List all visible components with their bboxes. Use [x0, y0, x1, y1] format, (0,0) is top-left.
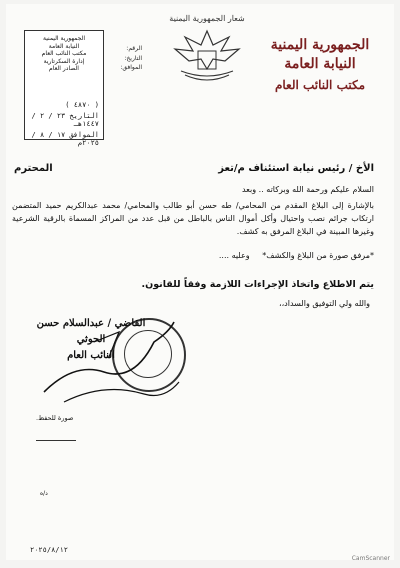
- addressee: الأخ / رئيس نيابة استئناف م/تعز: [218, 163, 374, 174]
- signatory-name: القاضي / عبدالسلام حسن الحوثي: [36, 318, 146, 345]
- small-mark: د/ه: [40, 490, 48, 497]
- national-emblem: [164, 14, 250, 87]
- copy-label: صورة للحفظ.: [36, 414, 74, 422]
- stamp-line-2: النيابة العامة: [48, 42, 80, 50]
- letterhead-line-1: الجمهورية اليمنية: [270, 37, 370, 53]
- addressee-line: [14, 162, 374, 177]
- letter-page: [6, 4, 394, 560]
- stamp-header: [25, 31, 103, 73]
- letterhead-line-3: مكتب النائب العام: [274, 77, 366, 92]
- emblem-title: شعار الجمهورية اليمنية: [169, 14, 245, 23]
- scanner-watermark: CamScanner: [351, 555, 390, 562]
- attachment-note: *مرفق صورة من البلاغ والكشف*: [262, 251, 374, 260]
- stamp-date-greg: الموافق ١٧ / ٨ / ٢٠٢٥م: [31, 131, 99, 147]
- stamp-date: التاريخ ٢٣ / ٢ / ١٤٤٧هـ: [31, 112, 99, 128]
- stamp-fields: [29, 101, 99, 150]
- closing-line: والله ولي التوفيق والسداد،،: [279, 299, 370, 308]
- and-so: وعليه ....: [218, 251, 250, 260]
- ref-date-label: التاريخ:: [124, 54, 142, 62]
- footer-date: ٢٠٢٥/٨/١٢: [30, 546, 68, 554]
- stamp-line-1: الجمهورية اليمنية: [42, 35, 85, 42]
- reference-labels: [106, 44, 142, 73]
- stamp-line-3: مكتب النائب العام: [41, 50, 87, 57]
- greeting: السلام عليكم ورحمة الله وبركاته .. وبعد: [241, 185, 374, 194]
- letterhead-line-2: النيابة العامة: [284, 56, 356, 73]
- signatory-title: النائب العام: [67, 350, 115, 361]
- eagle-emblem-icon: [167, 25, 247, 83]
- attachment-row: [12, 250, 374, 262]
- honorific: المحترم: [14, 163, 53, 174]
- request-line: يتم الاطلاع واتخاذ الإجراءات اللازمة وفقاً للقانون.: [141, 279, 374, 290]
- registry-stamp: [24, 30, 104, 147]
- ref-hijri-label: الموافق:: [120, 64, 142, 72]
- copy-rule: [36, 440, 76, 441]
- letterhead-right: [260, 38, 380, 92]
- ref-number-label: الرقم:: [126, 45, 142, 52]
- handwritten-signature-icon: [34, 302, 184, 412]
- body-paragraph: بالإشارة إلى البلاغ المقدم من المحامي/ طه حسن أبو طالب والمحامي/ محمد عبدالكريم حميد المتضمن ارتكاب جرائم نصب واحتيال وأكل أموال الناس بالباطل من قبل عدد من المراكز المسماة بالرقية الشرعية وغيرها المبينة في البلاغ المرفق به كشف.: [12, 201, 374, 236]
- stamp-line-4: إدارة السكرتارية: [43, 57, 85, 65]
- stamp-line-5: الصادر العام: [49, 65, 79, 72]
- stamp-number: ( ٤٨٧٠ ): [65, 101, 99, 109]
